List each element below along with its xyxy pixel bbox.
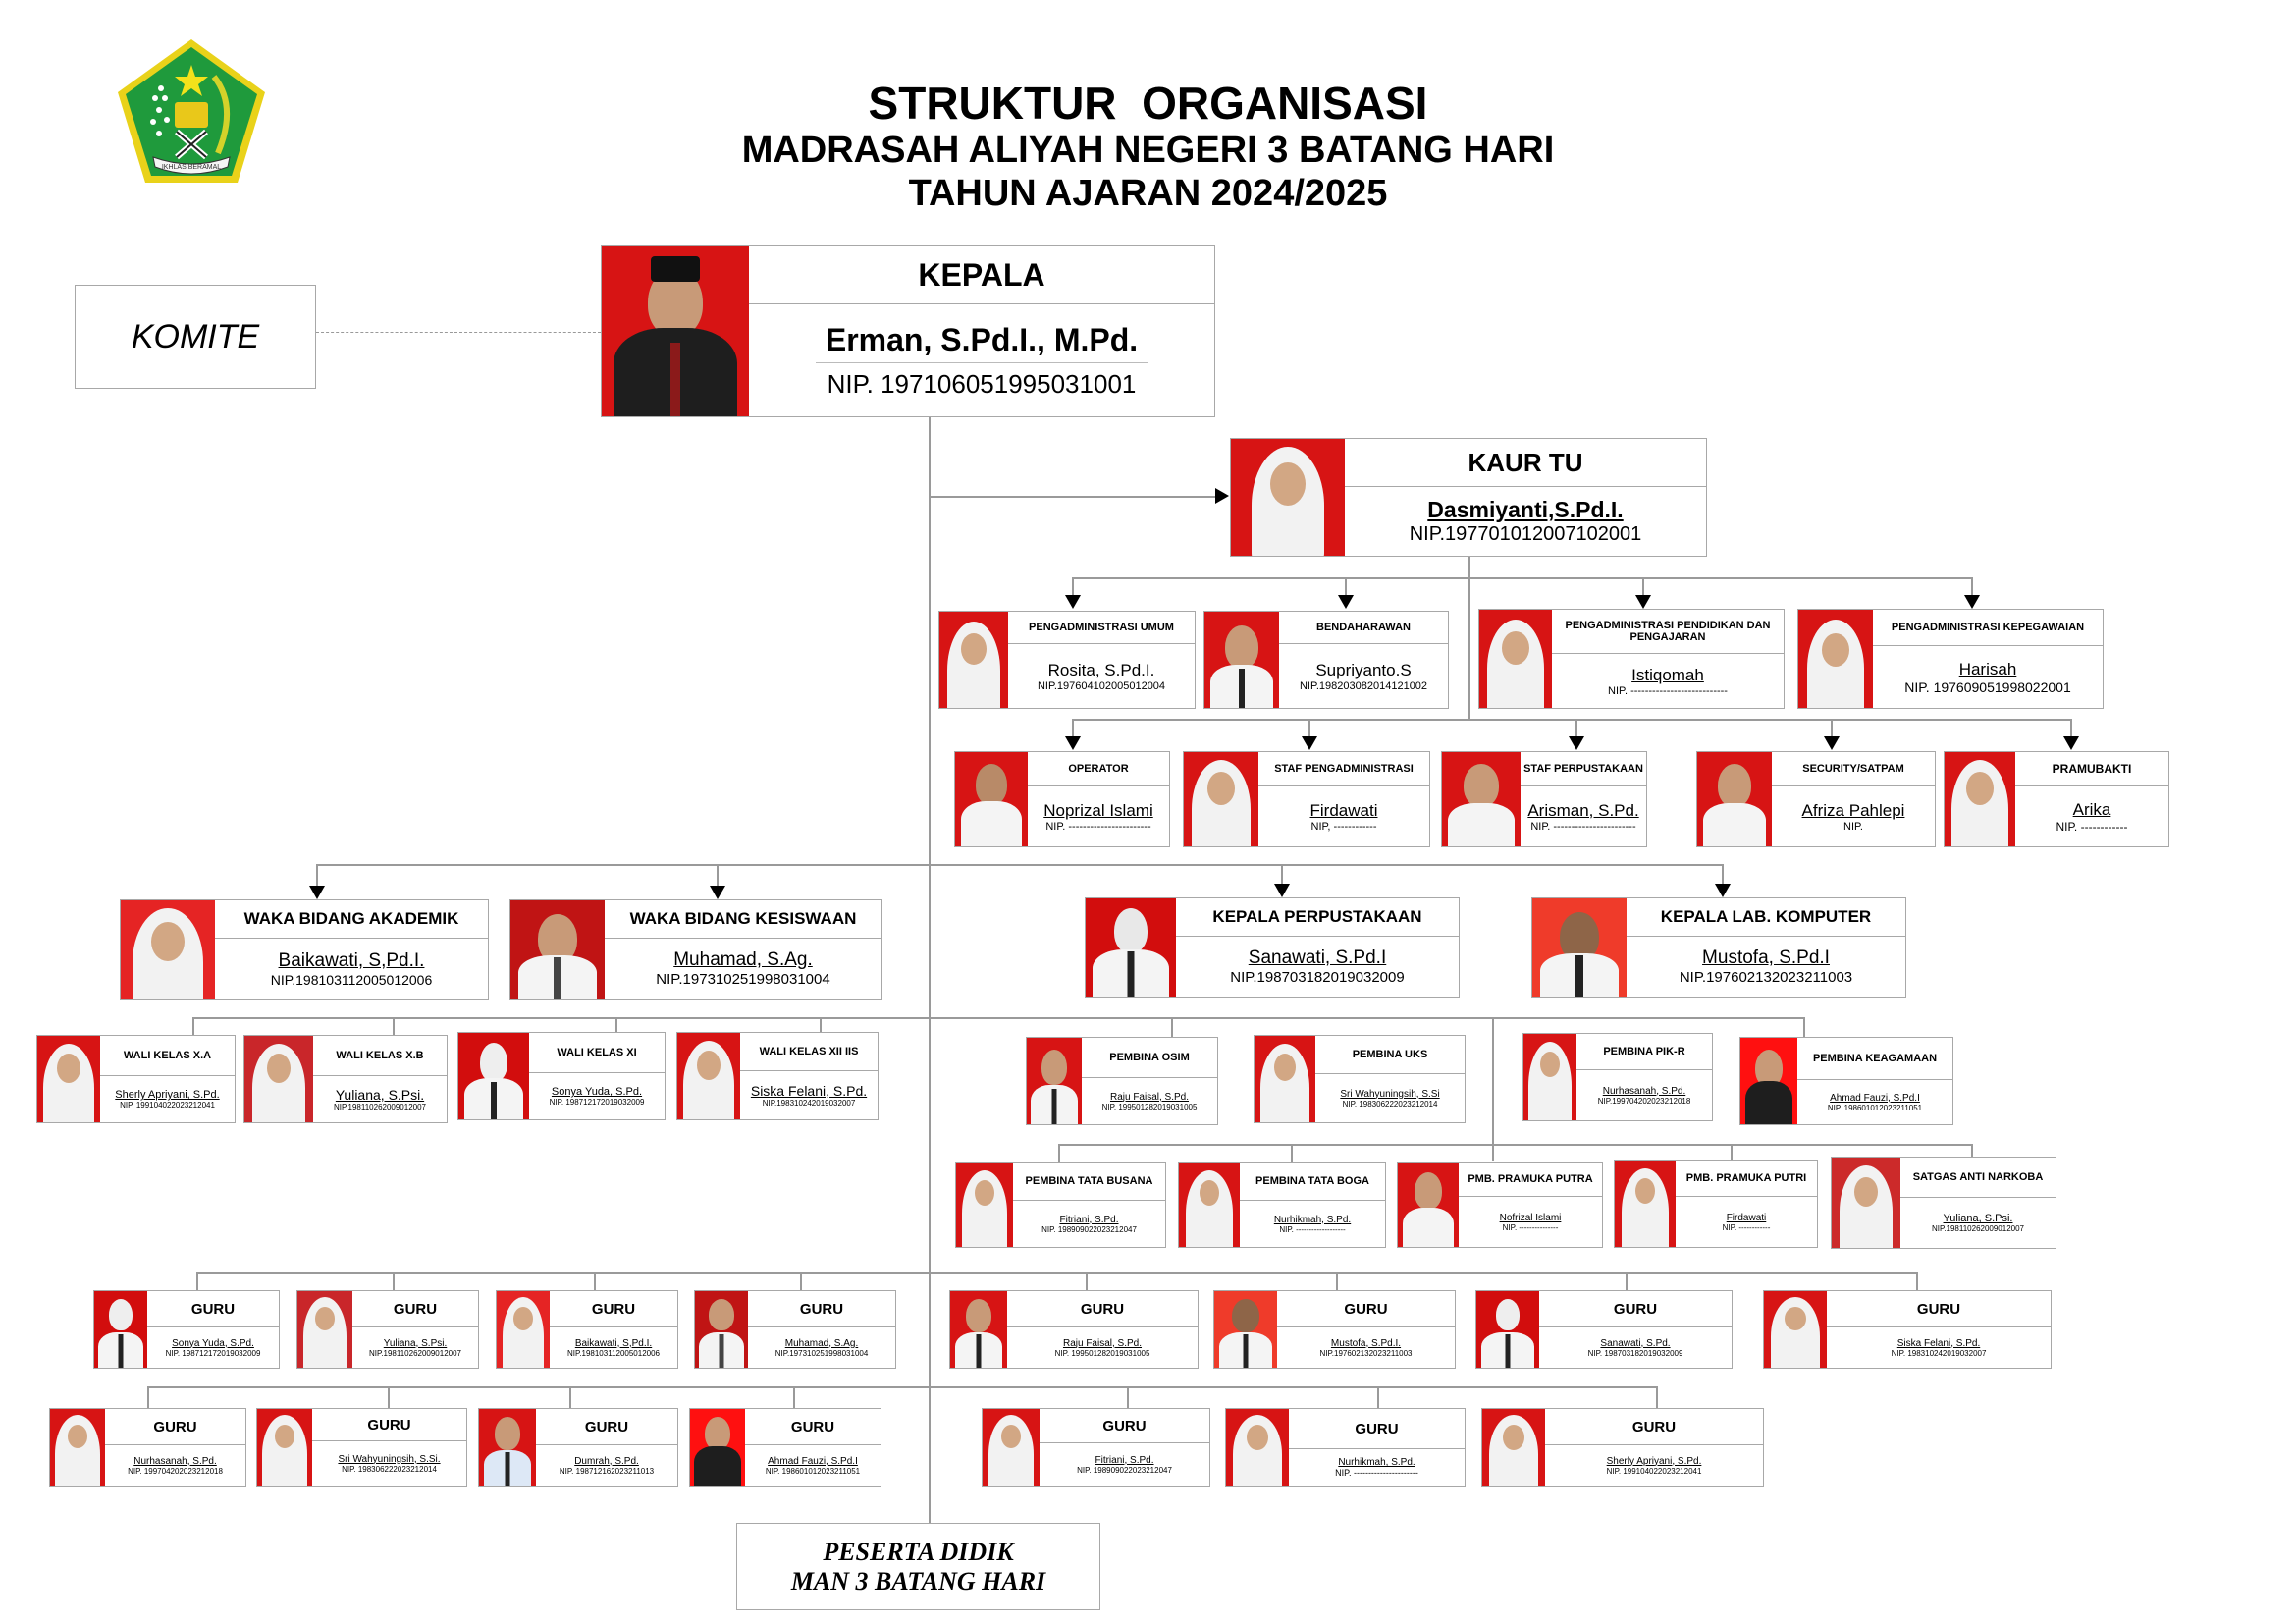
person-name: Fitriani, S.Pd. [1095,1454,1154,1466]
person-nip: NIP. ------------ [1722,1222,1771,1232]
photo-tu-staff [1945,752,2015,846]
photo-pembina [1027,1038,1082,1124]
person-nip: NIP. 199104022023212041 [120,1101,215,1110]
person-name: Sonya Yuda, S.Pd. [551,1086,643,1098]
person-name: Noprizal Islami [1043,800,1153,820]
nip-kaur-tu: NIP.197701012007102001 [1409,523,1642,545]
person-name: Mustofa, S.Pd.I [1702,947,1830,968]
arrow-tu-row1-2 [1338,595,1354,609]
tu-row1-tick-4 [1971,577,1973,595]
person-nip: NIP.198110262009012007 [1931,1224,2025,1233]
tick [1291,1144,1293,1164]
card-pembina [1614,1160,1818,1248]
tu-row1-tick-3 [1642,577,1644,595]
person-name: Baikawati, S,Pd.I. [574,1337,653,1349]
role-label: STAF PERPUSTAKAAN [1521,752,1646,786]
person-name: Raju Faisal, S.Pd. [1109,1091,1190,1103]
person-name: Harisah [1958,659,2017,678]
role-label: WALI KELAS XII IIS [740,1033,878,1071]
person-name: Ahmad Fauzi, S.Pd.I [1830,1092,1920,1104]
person-name: Siska Felani, S.Pd. [1896,1337,1981,1349]
pembina-drop [1492,1017,1494,1161]
waka-tick-1 [316,864,318,886]
card-pembina [1522,1033,1713,1121]
tu-row2-tick-2 [1308,719,1310,736]
role-label: GURU [1040,1409,1209,1443]
role-label: PEMBINA TATA BUSANA [1013,1163,1165,1201]
tick [1916,1272,1918,1290]
photo-pembina [1255,1036,1315,1122]
connector-kaur-tu [929,496,1223,498]
role-label: PMB. PRAMUKA PUTRI [1676,1161,1817,1197]
person-name: Fitriani, S.Pd. [1059,1214,1119,1225]
person-nip: NIP. 198703182019032009 [1587,1348,1683,1358]
photo-pembina [1615,1161,1676,1247]
card-guru [1225,1408,1466,1487]
role-label: GURU [147,1291,279,1327]
card-guru [93,1290,280,1369]
tick [388,1386,390,1408]
role-kaur-tu: KAUR TU [1345,439,1706,487]
tick [1626,1272,1628,1290]
card-guru [49,1408,246,1487]
person-nip: NIP. 198712172019032009 [549,1098,645,1107]
person-nip: NIP. ---------------------- [1335,1468,1418,1478]
photo-guru [1482,1409,1545,1486]
role-label: GURU [536,1409,677,1445]
photo-unit [1532,898,1627,997]
card-guru [478,1408,678,1487]
school-name: MADRASAH ALIYAH NEGERI 3 BATANG HARI [741,130,1555,171]
waka-tick-2 [717,864,719,886]
person-nip: NIP. 198310242019032007 [1891,1348,1987,1358]
photo-tu-staff [1479,610,1552,708]
chart-title: STRUKTUR ORGANISASI [868,78,1428,129]
peserta-didik-box [736,1523,1100,1610]
role-kepala: KEPALA [749,246,1214,304]
person-name: Yuliana, S.Psi. [1943,1213,2013,1224]
role-label: PENGADMINISTRASI KEPEGAWAIAN [1873,610,2103,646]
person-nip: NIP.197602132023211003 [1319,1348,1413,1358]
role-label: WALI KELAS X.B [313,1036,447,1076]
person-name: Raju Faisal, S.Pd. [1062,1337,1143,1349]
card-waka-akademik [120,899,489,1000]
person-nip: NIP. 197609051998022001 [1904,678,2071,695]
arrow-kaur-tu [1215,488,1229,504]
arrow-unit-1 [1274,884,1290,897]
unit-tick-2 [1722,864,1724,884]
person-nip: NIP, ------------ [1310,820,1377,833]
photo-guru [257,1409,312,1486]
card-tu-staff [1183,751,1430,847]
guru-row1-bar [196,1272,1916,1274]
photo-wali [458,1033,529,1119]
card-guru [496,1290,678,1369]
person-nip: NIP. 198306222023212014 [342,1464,437,1474]
person-name: Muhamad, S.Ag. [784,1337,859,1349]
card-tu-staff [954,751,1170,847]
role-label: WAKA BIDANG AKADEMIK [215,900,488,939]
role-label: PEMBINA PIK-R [1576,1034,1712,1070]
photo-guru [690,1409,745,1486]
photo-pembina [956,1163,1013,1247]
tu-row2-tick-5 [2070,719,2072,736]
card-tu-staff [1696,751,1936,847]
person-nip: NIP. --------------------------- [1608,684,1728,697]
person-name: Firdawati [1309,800,1378,820]
person-name: Sanawati, S.Pd.I [1248,947,1387,968]
person-name: Nurhasanah, S.Pd. [1602,1085,1686,1097]
person-nip: NIP.199704202023212018 [1597,1096,1691,1106]
photo-guru [1764,1291,1827,1368]
unit-tick-1 [1281,864,1283,884]
card-kepala [601,245,1215,417]
card-guru [694,1290,896,1369]
photo-guru [983,1409,1040,1486]
tu-row2-tick-4 [1831,719,1833,736]
tu-row2-bar [1072,719,2070,721]
svg-text:IKHLAS BERAMAL: IKHLAS BERAMAL [161,164,222,171]
role-label: PEMBINA KEAGAMAAN [1797,1038,1952,1080]
arrow-tu-row2-1 [1065,736,1081,750]
photo-guru [50,1409,105,1486]
peserta-didik-line1: PESERTA DIDIK [823,1537,1014,1566]
person-name: Supriyanto.S [1315,660,1412,679]
person-name: Mustofa, S.Pd.I. [1330,1337,1402,1349]
role-label: PEMBINA OSIM [1082,1038,1217,1078]
role-label: GURU [1007,1291,1198,1327]
person-name: Sonya Yuda, S.Pd. [172,1337,254,1349]
photo-guru [297,1291,352,1368]
pembina-row2-bar [1058,1144,1971,1146]
person-nip: NIP.197602132023211003 [1679,969,1853,986]
person-nip: NIP. 198909022023212047 [1077,1465,1172,1475]
photo-pembina [1740,1038,1797,1124]
person-nip: NIP. 198601012023211051 [1827,1103,1923,1112]
role-label: GURU [1827,1291,2051,1327]
role-label: PEMBINA UKS [1315,1036,1465,1074]
arrow-tu-row2-5 [2063,736,2079,750]
role-label: GURU [550,1291,677,1327]
tu-row1-tick-2 [1345,577,1347,595]
photo-guru [950,1291,1007,1368]
arrow-tu-row1-3 [1635,595,1651,609]
person-nip: NIP.198310242019032007 [762,1099,856,1108]
role-label: GURU [748,1291,895,1327]
role-label: PEMBINA TATA BOGA [1240,1163,1385,1201]
photo-tu-staff [939,612,1008,708]
person-nip: NIP. 199704202023212018 [128,1466,223,1476]
tick [196,1272,198,1290]
photo-tu-staff [1204,612,1279,708]
person-nip: NIP. ----------------------- [1530,820,1636,833]
card-wali-kelas [36,1035,236,1123]
komite-box [75,285,316,389]
person-name: Firdawati [1726,1212,1767,1223]
person-nip: NIP.197310251998031004 [774,1348,869,1358]
tu-row2-tick-1 [1072,719,1074,736]
photo-waka [510,900,605,999]
photo-pembina [1398,1163,1459,1247]
card-pembina [1397,1162,1603,1248]
tick [1086,1272,1088,1290]
person-name: Baikawati, S,Pd.I. [278,949,425,971]
card-wali-kelas [243,1035,448,1123]
arrow-tu-row1-1 [1065,595,1081,609]
person-name: Ahmad Fauzi, S.Pd.I [768,1455,858,1467]
person-name: Nurhikmah, S.Pd. [1273,1214,1352,1225]
role-label: KEPALA LAB. KOMPUTER [1627,898,1905,937]
photo-tu-staff [1442,752,1521,846]
card-guru [949,1290,1199,1369]
person-nip: NIP.198110262009012007 [368,1348,462,1358]
card-kepala-lab-komputer [1531,897,1906,998]
person-nip: NIP. 198712162023211013 [559,1466,655,1476]
person-nip: NIP. ------------ [2056,819,2128,834]
person-name: Dumrah, S.Pd. [574,1455,639,1467]
role-label: GURU [1545,1409,1763,1445]
tick [594,1272,596,1290]
photo-tu-staff [955,752,1028,846]
person-nip: NIP.197310251998031004 [656,971,830,988]
academic-year: TAHUN AJARAN 2024/2025 [908,173,1388,214]
photo-pembina [1523,1034,1576,1120]
photo-wali [37,1036,100,1122]
card-pembina [1254,1035,1466,1123]
card-tu-staff [1944,751,2169,847]
role-label: BENDAHARAWAN [1279,612,1448,644]
role-label: WAKA BIDANG KESISWAAN [605,900,881,939]
person-nip: NIP. 198909022023212047 [1041,1224,1137,1234]
person-nip: NIP. --------------- [1502,1222,1559,1232]
person-name: Sherly Apriyani, S.Pd. [1606,1455,1702,1467]
person-name: Sanawati, S.Pd. [1600,1337,1671,1349]
photo-guru [479,1409,536,1486]
card-guru [1213,1290,1456,1369]
person-name: Nofrizal Islami [1499,1212,1562,1223]
tick [393,1272,395,1290]
arrow-tu-row1-4 [1964,595,1980,609]
person-name: Siska Felani, S.Pd. [750,1083,868,1099]
tick [1656,1386,1658,1408]
arrow-waka-1 [309,886,325,899]
role-label: GURU [1277,1291,1455,1327]
person-name: Afriza Pahlepi [1801,800,1905,820]
person-nip: NIP.198110262009012007 [333,1103,427,1111]
person-name: Sri Wahyuningsih, S.Si [1340,1088,1440,1100]
nip-kepala: NIP. 197106051995031001 [827,368,1137,399]
person-nip: NIP. 198306222023212014 [1342,1099,1438,1109]
person-name: Arisman, S.Pd. [1527,800,1639,820]
card-guru [982,1408,1210,1487]
name-kaur-tu: Dasmiyanti,S.Pd.I. [1427,497,1624,522]
card-tu-staff [1441,751,1647,847]
photo-unit [1086,898,1176,997]
photo-guru [1214,1291,1277,1368]
person-name: Muhamad, S.Ag. [673,949,813,970]
photo-tu-staff [1697,752,1772,846]
arrow-tu-row2-2 [1302,736,1317,750]
card-kaur-tu [1230,438,1707,557]
wali-pembina-bar [192,1017,1803,1019]
card-wali-kelas [676,1032,879,1120]
card-wali-kelas [457,1032,666,1120]
role-label: OPERATOR [1028,752,1169,786]
card-pembina [1178,1162,1386,1248]
guru-row2-bar [147,1386,1656,1388]
photo-guru [1226,1409,1289,1486]
person-name: Arika [2072,799,2111,819]
tick [1336,1272,1338,1290]
person-nip: NIP. 199104022023212041 [1606,1466,1702,1476]
person-nip: NIP. 198601012023211051 [765,1466,861,1476]
role-label: SECURITY/SATPAM [1772,752,1935,786]
person-name: Yuliana, S.Psi. [383,1337,448,1349]
person-nip: NIP. 198712172019032009 [165,1348,261,1358]
photo-tu-staff [1184,752,1258,846]
card-pembina [1831,1157,2056,1249]
card-pembina [1026,1037,1218,1125]
card-tu-staff [938,611,1196,709]
role-label: WALI KELAS X.A [100,1036,235,1076]
role-label: GURU [352,1291,478,1327]
peserta-didik-line2: MAN 3 BATANG HARI [790,1566,1046,1596]
person-nip: NIP. 199501282019031005 [1101,1102,1198,1111]
card-guru [256,1408,467,1487]
role-label: KEPALA PERPUSTAKAAN [1176,898,1459,937]
arrow-waka-2 [710,886,725,899]
photo-guru [497,1291,550,1368]
photo-wali [677,1033,740,1119]
role-label: GURU [1289,1409,1465,1449]
tu-row2-tick-3 [1575,719,1577,736]
card-kepala-perpustakaan [1085,897,1460,998]
arrow-tu-row2-3 [1569,736,1584,750]
person-name: Nurhasanah, S.Pd. [133,1455,217,1467]
komite-connector [316,332,601,333]
tick [569,1386,571,1408]
arrow-unit-2 [1715,884,1731,897]
tu-drop [1468,557,1470,719]
photo-kaur-tu [1231,439,1345,556]
card-guru [1763,1290,2052,1369]
main-spine [929,417,931,1523]
photo-pembina [1832,1158,1900,1248]
person-name: Sri Wahyuningsih, S.Si. [338,1453,441,1465]
card-pembina [1739,1037,1953,1125]
card-pembina [955,1162,1166,1248]
person-name: Sherly Apriyani, S.Pd. [115,1089,220,1101]
tick [1058,1144,1060,1164]
photo-wali [244,1036,313,1122]
waka-bar [316,864,1722,866]
arrow-tu-row2-4 [1824,736,1840,750]
role-label: GURU [312,1409,466,1441]
person-nip: NIP.198203082014121002 [1299,679,1428,692]
photo-tu-staff [1798,610,1873,708]
tu-row1-bar [1072,577,1971,579]
role-label: STAF PENGADMINISTRASI [1258,752,1429,786]
photo-pembina [1179,1163,1240,1247]
card-tu-staff [1797,609,2104,709]
card-guru [1475,1290,1733,1369]
role-label: GURU [105,1409,245,1445]
person-nip: NIP.198103112005012006 [270,971,433,988]
person-nip: NIP. ------------------- [1279,1224,1346,1234]
tick [793,1386,795,1408]
person-nip: NIP. ----------------------- [1045,820,1151,833]
tick [1127,1386,1129,1408]
person-name: Nurhikmah, S.Pd. [1338,1457,1415,1468]
person-nip: NIP.197604102005012004 [1037,679,1166,692]
card-guru [296,1290,479,1369]
card-waka-kesiswaan [509,899,882,1000]
photo-guru [695,1291,748,1368]
role-label: WALI KELAS XI [529,1033,665,1073]
role-label: SATGAS ANTI NARKOBA [1900,1158,2056,1198]
tu-row1-tick-1 [1072,577,1074,595]
person-nip: NIP. [1843,820,1863,833]
person-nip: NIP. 199501282019031005 [1054,1348,1150,1358]
role-label: GURU [745,1409,881,1445]
card-guru [689,1408,881,1487]
role-label: PENGADMINISTRASI UMUM [1008,612,1195,644]
tick [800,1272,802,1290]
person-name: Istiqomah [1631,665,1704,684]
person-name: Yuliana, S.Psi. [335,1087,425,1103]
photo-guru [94,1291,147,1368]
role-label: PRAMUBAKTI [2015,752,2168,786]
person-nip: NIP.198103112005012006 [566,1348,661,1358]
komite-label: KOMITE [131,317,260,355]
person-nip: NIP.198703182019032009 [1230,969,1405,986]
photo-guru [1476,1291,1539,1368]
role-label: GURU [1539,1291,1732,1327]
photo-waka [121,900,215,999]
tick [147,1386,149,1408]
role-label: PENGADMINISTRASI PENDIDIKAN DAN PENGAJARAN [1552,610,1784,654]
card-tu-staff [1203,611,1449,709]
card-guru [1481,1408,1764,1487]
card-tu-staff [1478,609,1785,709]
person-name: Rosita, S.Pd.I. [1047,660,1155,679]
name-kepala: Erman, S.Pd.I., M.Pd. [816,322,1148,363]
tick [1377,1386,1379,1408]
role-label: PMB. PRAMUKA PUTRA [1459,1163,1602,1197]
photo-kepala [602,246,749,416]
